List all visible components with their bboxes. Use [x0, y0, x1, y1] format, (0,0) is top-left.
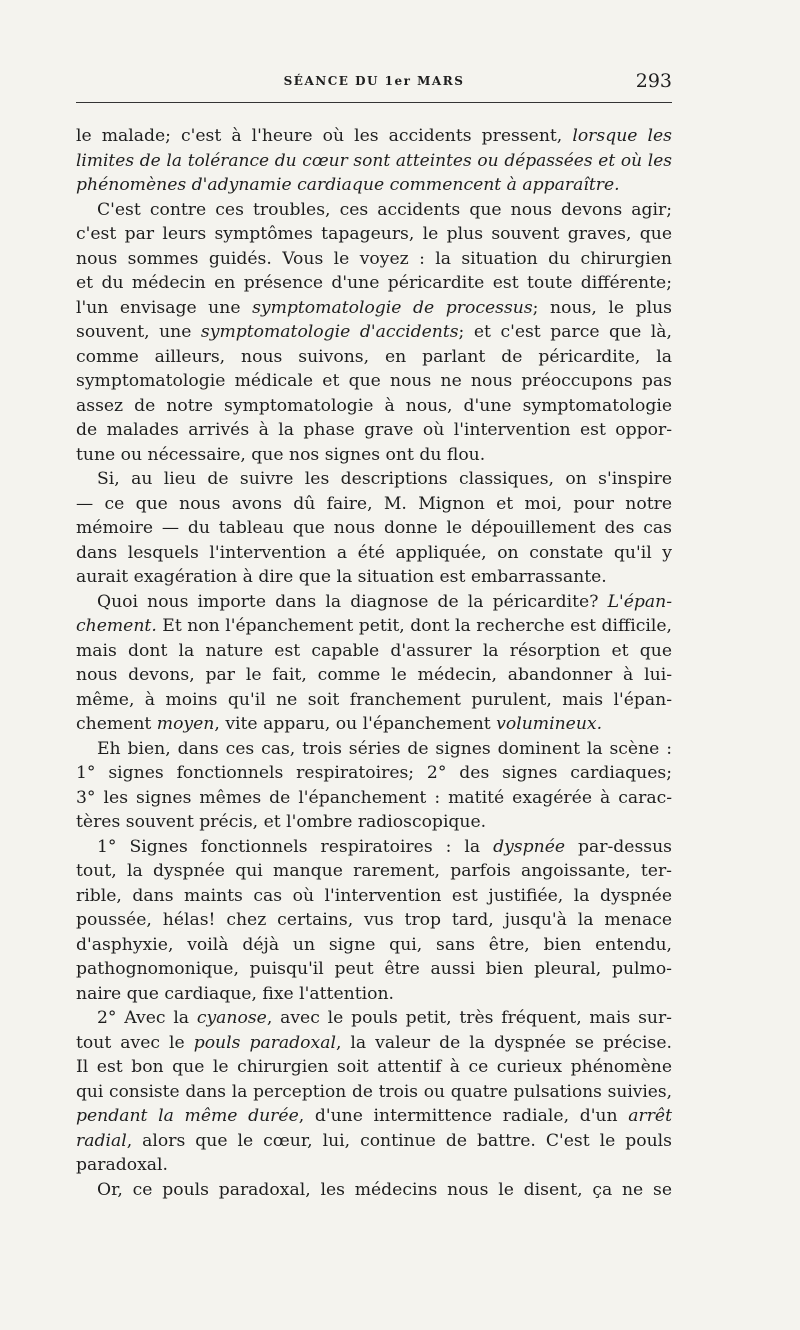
- italic-segment: dyspnée: [493, 836, 566, 857]
- text-segment: pathognomonique, puisqu'il peut être aussi bien pleural, pulmo-: [76, 959, 672, 979]
- text-segment: d'asphyxie, voilà déjà un signe qui, sans être, bien entendu,: [76, 934, 672, 955]
- body-text: [76, 124, 672, 1202]
- text-line: [76, 1129, 672, 1154]
- text-segment: même, à moins qu'il ne soit franchement purulent, mais l'épan-: [76, 689, 672, 710]
- text-line: [76, 1055, 672, 1080]
- text-line: [76, 1006, 672, 1031]
- text-segment: , alors que le cœur, lui, continue de battre. C'est le pouls: [126, 1130, 672, 1151]
- text-segment: tune ou nécessaire, que nos signes ont du flou.: [76, 444, 486, 465]
- text-line: [76, 222, 672, 247]
- italic-segment: L'épan-: [607, 591, 672, 612]
- italic-segment: phénomènes d'adynamie cardiaque commencent à apparaître.: [76, 175, 620, 195]
- text-line: [76, 712, 672, 737]
- text-line: [76, 614, 672, 639]
- text-line: [76, 933, 672, 958]
- text-segment: mais dont la nature est capable d'assurer la résorption et que: [76, 640, 672, 661]
- text-segment: par-dessus: [565, 836, 672, 857]
- text-segment: nous devons, par le fait, comme le médecin, abandonner à lui-: [76, 665, 672, 685]
- text-segment: tères souvent précis, et l'ombre radioscopique.: [76, 812, 487, 832]
- text-line: [76, 1153, 672, 1178]
- italic-segment: symptomatologie de processus: [252, 297, 533, 318]
- text-line: [76, 908, 672, 933]
- text-segment: , avec le pouls petit, très fréquent, mais sur-: [266, 1008, 672, 1028]
- text-line: [76, 369, 672, 394]
- text-line: [76, 859, 672, 884]
- running-title: SÉANCE DU 1er MARS: [283, 74, 465, 88]
- page-number: 293: [635, 70, 672, 92]
- italic-segment: limites de la tolérance du cœur sont atteintes ou dépassées et où les: [76, 150, 672, 171]
- text-line: [76, 124, 672, 149]
- text-line: [76, 982, 672, 1007]
- text-line: [76, 271, 672, 296]
- italic-segment: moyen: [156, 714, 215, 734]
- page-header: [76, 70, 672, 98]
- text-segment: l'un envisage une: [76, 297, 253, 318]
- text-segment: Quoi nous importe dans la diagnose de la péricardite?: [97, 591, 608, 612]
- text-segment: Eh bien, dans ces cas, trois séries de signes dominent la scène :: [97, 738, 672, 759]
- text-line: [76, 590, 672, 615]
- text-segment: Or, ce pouls paradoxal, les médecins nous le disent, ça ne se: [97, 1179, 672, 1200]
- italic-segment: pendant la même durée: [76, 1106, 299, 1126]
- text-line: [76, 1031, 672, 1056]
- italic-segment: symptomatologie d'accidents: [200, 322, 459, 342]
- text-line: [76, 1104, 672, 1129]
- text-segment: Si, au lieu de suivre les descriptions classiques, on s'inspire: [97, 469, 672, 489]
- text-line: [76, 884, 672, 909]
- text-segment: mémoire — du tableau que nous donne le dépouillement des cas: [76, 518, 672, 538]
- text-segment: paradoxal.: [76, 1155, 168, 1175]
- text-segment: 1° signes fonctionnels respiratoires; 2° des signes cardiaques;: [76, 763, 672, 783]
- text-line: [76, 761, 672, 786]
- text-segment: et du médecin en présence d'une péricardite est toute différente;: [76, 273, 672, 293]
- italic-segment: radial: [76, 1130, 127, 1151]
- text-segment: tout, la dyspnée qui manque rarement, parfois angoissante, ter-: [76, 861, 672, 881]
- text-segment: 1° Signes fonctionnels respiratoires : la: [97, 836, 494, 857]
- text-line: [76, 639, 672, 664]
- text-segment: nous sommes guidés. Vous le voyez : la situation du chirurgien: [76, 248, 672, 269]
- text-segment: naire que cardiaque, fixe l'attention.: [76, 983, 394, 1004]
- text-line: [76, 394, 672, 419]
- italic-segment: lorsque les: [572, 126, 672, 146]
- text-line: [76, 663, 672, 688]
- text-segment: dans lesquels l'intervention a été appliquée, on constate qu'il y: [76, 542, 672, 563]
- text-segment: c'est par leurs symptômes tapageurs, le plus souvent graves, que: [76, 224, 672, 244]
- text-segment: Et non l'épanchement petit, dont la recherche est difficile,: [156, 616, 672, 636]
- text-line: [76, 688, 672, 713]
- text-line: [76, 198, 672, 223]
- text-line: [76, 541, 672, 566]
- text-segment: assez de notre symptomatologie à nous, d'une symptomatologie: [76, 395, 672, 416]
- text-segment: le malade; c'est à l'heure où les accidents pressent,: [76, 126, 573, 146]
- text-line: [76, 516, 672, 541]
- text-line: [76, 443, 672, 468]
- text-segment: C'est contre ces troubles, ces accidents que nous devons agir;: [97, 199, 672, 220]
- text-segment: ; et c'est parce que là,: [458, 322, 672, 342]
- text-segment: — ce que nous avons dû faire, M. Mignon et moi, pour notre: [76, 493, 672, 514]
- text-segment: rible, dans maints cas où l'intervention est justifiée, la dyspnée: [76, 885, 672, 906]
- header-rule: [76, 102, 672, 103]
- text-line: [76, 296, 672, 321]
- text-line: [76, 786, 672, 811]
- text-segment: symptomatologie médicale et que nous ne nous préoccupons pas: [76, 371, 672, 391]
- text-segment: qui consiste dans la perception de trois ou quatre pulsations suivies,: [76, 1081, 672, 1102]
- text-segment: , d'une intermittence radiale, d'un: [298, 1106, 629, 1126]
- text-segment: 3° les signes mêmes de l'épanchement : matité exagérée à carac-: [76, 787, 672, 808]
- text-line: [76, 418, 672, 443]
- text-segment: poussée, hélas! chez certains, vus trop tard, jusqu'à la menace: [76, 910, 672, 930]
- text-segment: de malades arrivés à la phase grave où l'intervention est oppor-: [76, 420, 672, 440]
- text-line: [76, 810, 672, 835]
- text-line: [76, 1080, 672, 1105]
- text-line: [76, 835, 672, 860]
- italic-segment: arrêt: [628, 1106, 672, 1126]
- italic-segment: chement.: [76, 616, 157, 636]
- italic-segment: pouls paradoxal: [193, 1032, 336, 1053]
- text-line: [76, 345, 672, 370]
- text-segment: ; nous, le plus: [532, 297, 672, 318]
- text-line: [76, 492, 672, 517]
- text-line: [76, 737, 672, 762]
- text-segment: tout avec le: [76, 1032, 194, 1053]
- text-segment: comme ailleurs, nous suivons, en parlant de péricardite, la: [76, 346, 672, 367]
- text-line: [76, 467, 672, 492]
- text-segment: souvent, une: [76, 322, 201, 342]
- text-segment: aurait exagération à dire que la situation est embarrassante.: [76, 567, 607, 587]
- text-segment: Il est bon que le chirurgien soit attentif à ce curieux phénomène: [76, 1057, 672, 1077]
- italic-segment: cyanose: [196, 1008, 267, 1028]
- text-line: [76, 1178, 672, 1203]
- text-line: [76, 149, 672, 174]
- text-line: [76, 247, 672, 272]
- text-segment: chement: [76, 714, 157, 734]
- text-line: [76, 565, 672, 590]
- text-line: [76, 173, 672, 198]
- text-line: [76, 320, 672, 345]
- italic-segment: volumineux.: [496, 714, 603, 734]
- text-segment: 2° Avec la: [97, 1008, 197, 1028]
- text-segment: , la valeur de la dyspnée se précise.: [335, 1032, 672, 1053]
- text-segment: , vite apparu, ou l'épanchement: [214, 714, 497, 734]
- text-line: [76, 957, 672, 982]
